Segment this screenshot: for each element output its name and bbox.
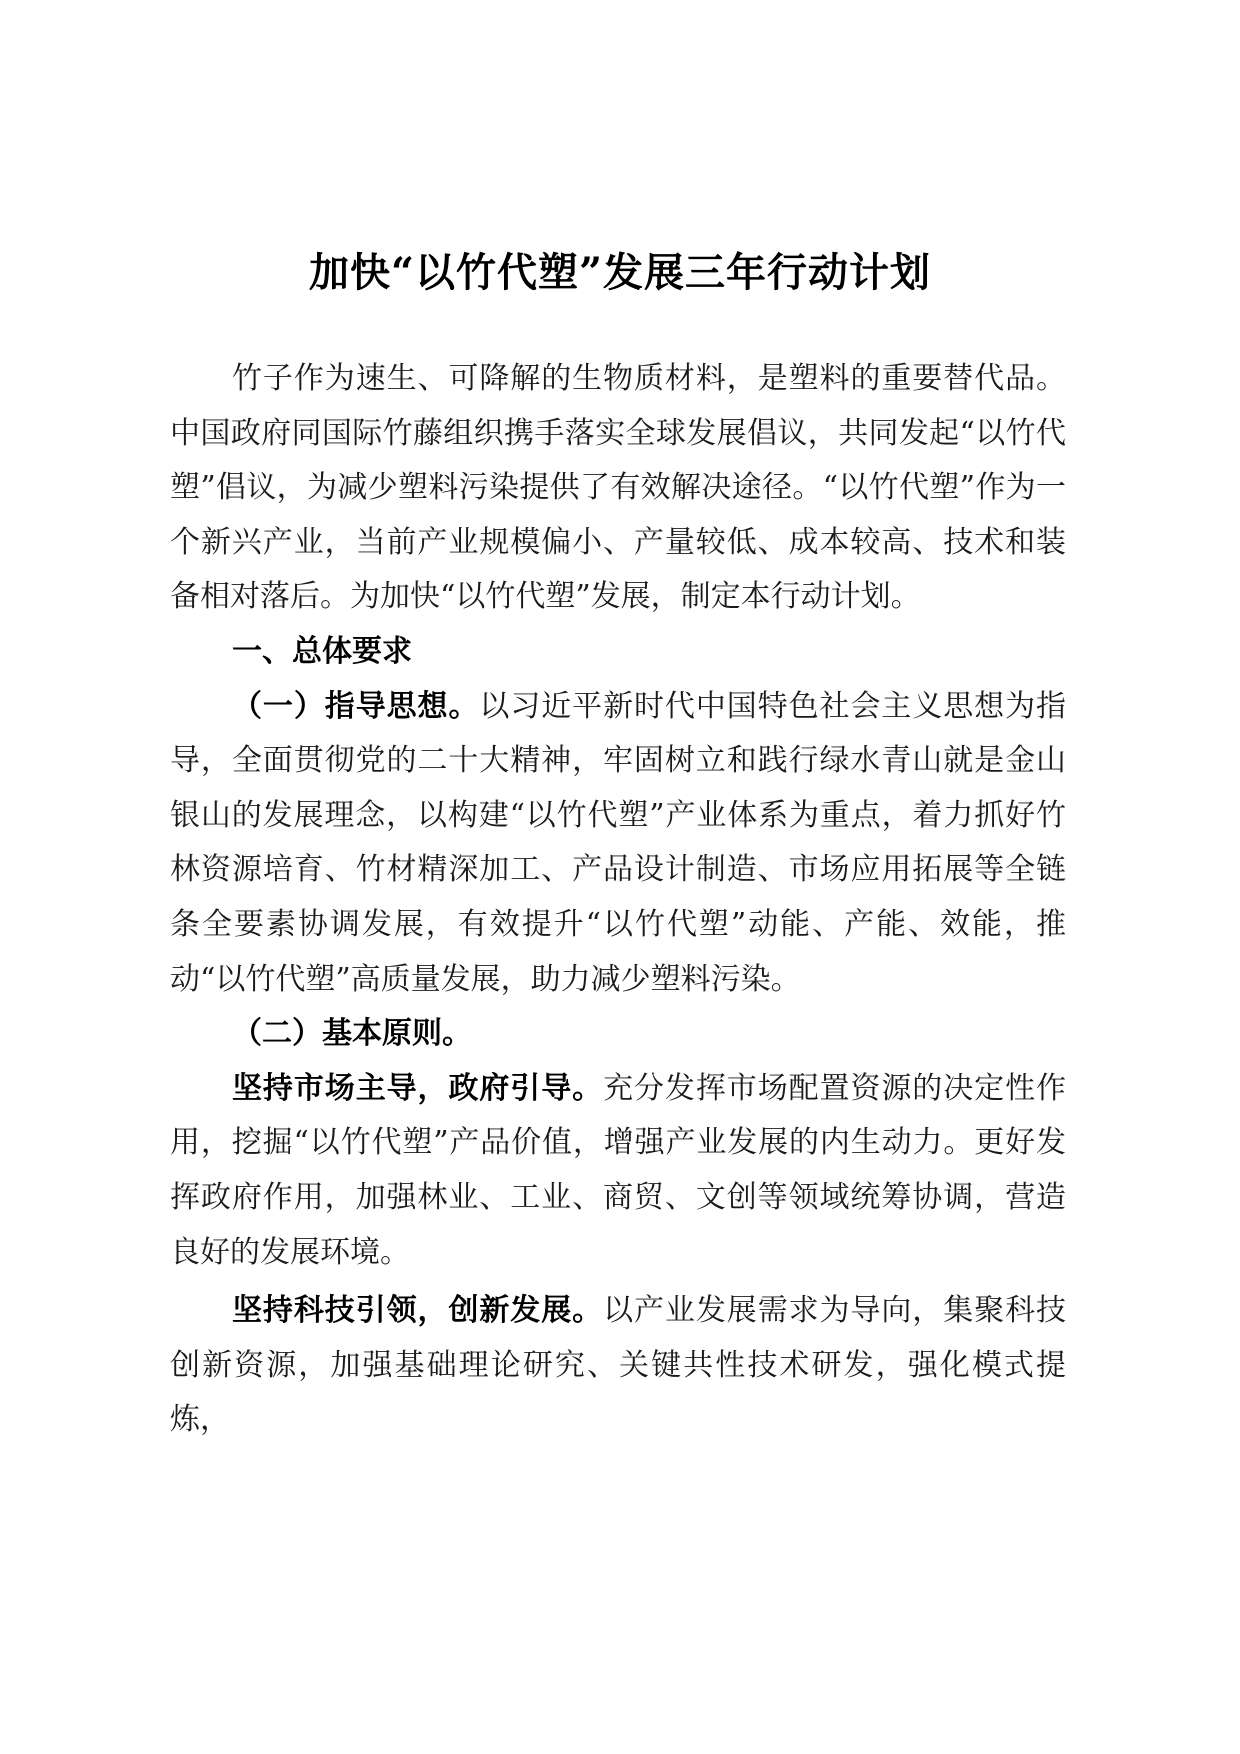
basic-principles-lead: （二）基本原则。 (232, 1016, 472, 1052)
principle-paragraph (170, 1062, 1066, 1280)
basic-principles-heading (170, 1007, 1066, 1062)
principle-text: 充分发挥市场配置资源的决定性作用，挖掘“以竹代塑”产品价值，增强产业发展的内生动力。更好发挥政府作用，加强林业、工业、商贸、文创等领域统筹协调，营造良好的发展环境。 (170, 1070, 1067, 1270)
principle-lead: 坚持科技引领，创新发展。 (232, 1293, 604, 1329)
principle-lead: 坚持市场主导，政府引导。 (232, 1070, 604, 1106)
intro-paragraph: 竹子作为速生、可降解的生物质材料，是塑料的重要替代品。中国政府同国际竹藤组织携手落实全球发展倡议，共同发起“以竹代塑”倡议，为减少塑料污染提供了有效解决途径。“以竹代塑”作为一个新兴产业，当前产业规模偏小、产量较低、成本较高、技术和装备相对落后。为加快“以竹代塑”发展，制定本行动计划。 (170, 361, 1066, 615)
guiding-thought-paragraph (170, 680, 1066, 1008)
document-body (170, 352, 1066, 1448)
document-title: 加快“以竹代塑”发展三年行动计划 (308, 249, 931, 296)
guiding-thought-lead: （一）指导思想。 (232, 688, 480, 724)
guiding-thought-text: 以习近平新时代中国特色社会主义思想为指导，全面贯彻党的二十大精神，牢固树立和践行绿水青山就是金山银山的发展理念，以构建“以竹代塑”产业体系为重点，着力抓好竹林资源培育、竹材精深加工、产品设计制造、市场应用拓展等全链条全要素协调发展，有效提升“以竹代塑”动能、产能、效能，推动“以竹代塑”高质量发展，助力减少塑料污染。 (170, 688, 1067, 997)
principle-paragraph (170, 1284, 1066, 1448)
section-heading: 一、总体要求 (232, 633, 412, 669)
principle-text: 以产业发展需求为导向，集聚科技创新资源，加强基础理论研究、关键共性技术研发，强化模式提炼， (170, 1293, 1067, 1438)
